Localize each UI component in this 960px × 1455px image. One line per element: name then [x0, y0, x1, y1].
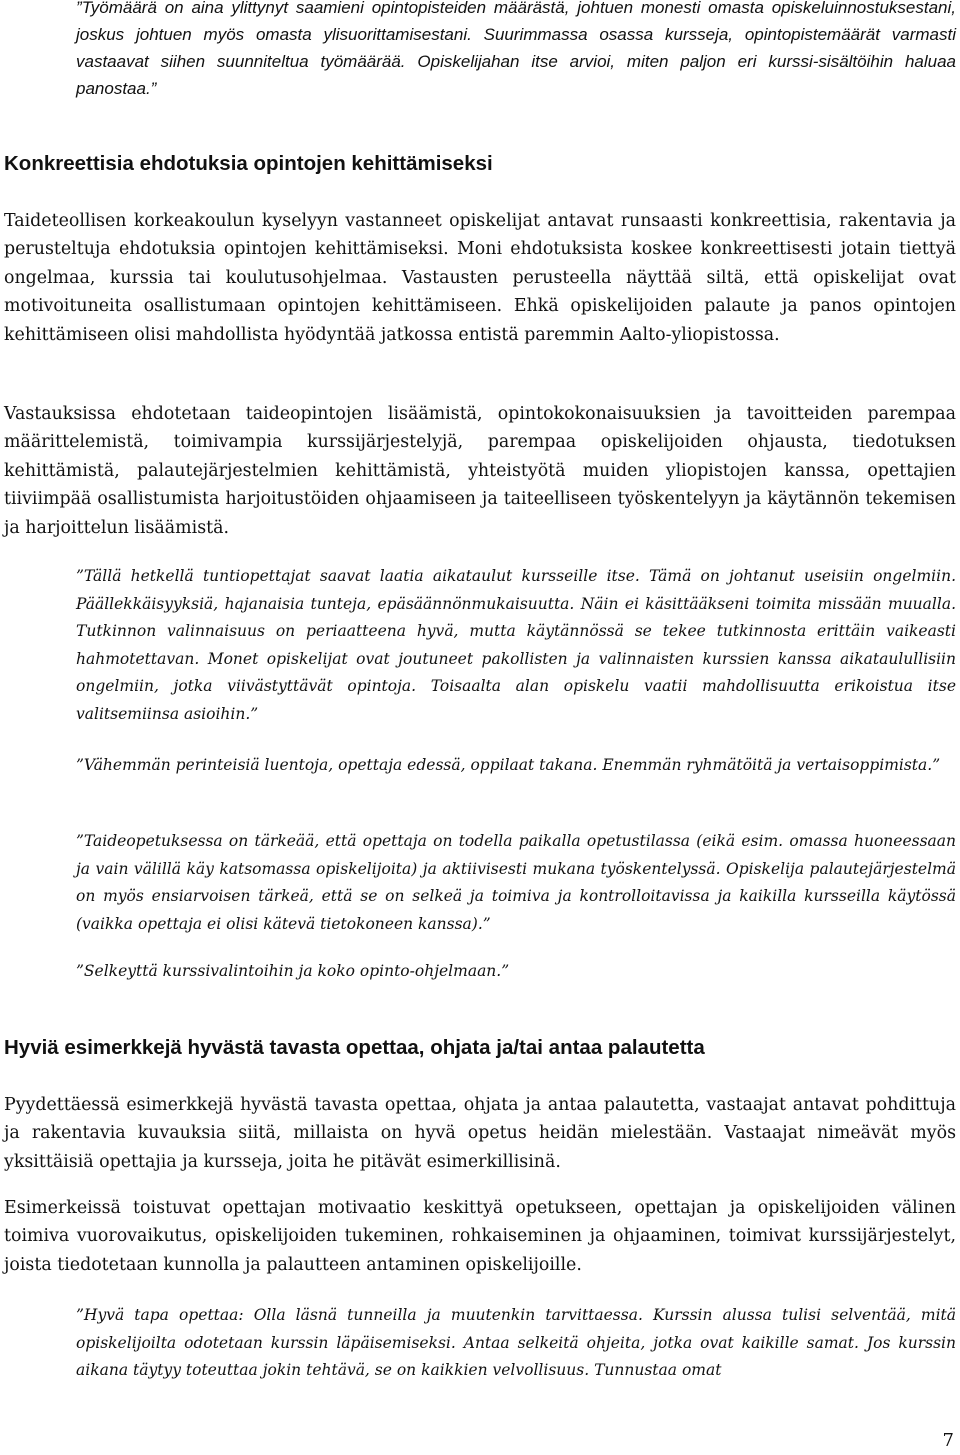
good-examples-paragraph-2: Esimerkeissä toistuvat opettajan motivaatio keskittyä opetukseen, opettajan ja opiskelijoiden välinen toimiva vuorovaikutus, opiskelijoiden tukeminen, rohkaiseminen ja ohjaaminen, toimivat kurssijärjestelyt, joista tiedotetaan kunnolla ja palautteen antaminen opiskelijoille.: [4, 1198, 956, 1275]
suggestions-paragraph-1: Taideteollisen korkeakoulun kyselyyn vastanneet opiskelijat antavat runsaasti konkreettisia, rakentavia ja perusteltuja ehdotuksia opintojen kehittämiseksi. Moni ehdotuksista koskee konkreettisesti jotain tiettyä ongelmaa, kurssia tai koulutusohjelmaa. Vastausten perusteella näyttää siltä, että opiskelijat ovat motivoituneita osallistumaan opintojen kehittämiseen. Ehkä opiskelijoiden palaute ja panos opintojen kehittämiseen olisi mahdollista hyödyntää jatkossa entistä paremmin Aalto-yliopistossa.: [4, 211, 956, 345]
section-heading-good-examples: Hyviä esimerkkejä hyvästä tavasta opettaa, ohjata ja/tai antaa palautetta: [4, 1036, 705, 1059]
good-examples-quote-1: ”Hyvä tapa opettaa: Olla läsnä tunneilla ja muutenkin tarvittaessa. Kurssin alussa tulisi selventää, mitä opiskelijoilta odotetaan kurssin läpäisemiseksi. Antaa selkeitä ohjeita, jotka ovat kaikille samat. Jos kurssin aikana täytyy toteuttaa jokin tehtävä, se on kaikkien velvollisuus. Tunnustaa omat: [76, 1306, 956, 1379]
suggestions-quote-4: ”Selkeyttä kurssivalintoihin ja koko opinto-ohjelmaan.”: [76, 962, 510, 980]
suggestions-paragraph-2: Vastauksissa ehdotetaan taideopintojen lisäämistä, opintokokonaisuuksien ja tavoitteiden parempaa määrittelemistä, toimivampia kurssijärjestelyjä, parempaa opiskelijoiden ohjausta, tiedotuksen kehittämistä, palautejärjestelmien kehittämistä, yhteistyötä muiden yliopistojen kanssa, opettajien tiiviimpää osallistumista harjoitustöiden ohjaamiseen ja taiteelliseen työskentelyyn ja käytännön tekemisen ja harjoittelun lisäämistä.: [4, 404, 956, 538]
good-examples-paragraph-1: Pyydettäessä esimerkkejä hyvästä tavasta opettaa, ohjata ja antaa palautetta, vastaajat antavat pohdittuja ja rakentavia kuvauksia siitä, millaista on hyvä opetus heidän mielestään. Vastaajat nimeävät myös yksittäisiä opettajia ja kursseja, joita he pitävät esimerkillisinä.: [4, 1095, 956, 1172]
page-number: 7: [942, 1430, 954, 1451]
intro-quote: ”Työmäärä on aina ylittynyt saamieni opintopisteiden määrästä, johtuen monesti omasta opiskeluinnostuksestani, joskus johtuen myös omasta ylisuorittamisestani. Suurimmassa osassa kursseja, opintopistemäärät varmasti vastaavat siihen suunniteltua työmäärää. Opiskelijahan itse arvioi, miten paljon eri kurssi-sisältöihin haluaa panostaa.”: [76, 0, 956, 98]
suggestions-quote-3: ”Taideopetuksessa on tärkeää, että opettaja on todella paikalla opetustilassa (eikä esim. omassa huoneessaan ja vain välillä käy katsomassa opiskelijoita) ja aktiivisesti mukana työskentelyssä. Opiskelija palautejärjestelmä on myös ensiarvoisen tärkeä, että se on selkeä ja toimiva ja kontrolloitavissa ja kaikilla kursseilla käytössä (vaikka opettaja ei olisi kätevä tietokoneen kanssa).”: [76, 832, 956, 933]
section-heading-suggestions: Konkreettisia ehdotuksia opintojen kehittämiseksi: [4, 152, 493, 175]
suggestions-quote-1: ”Tällä hetkellä tuntiopettajat saavat laatia aikataulut kursseille itse. Tämä on johtanut useisiin ongelmiin. Päällekkäisyyksiä, hajanaisia tunteja, epäsäännönmukaisuutta. Näin ei käsittääkseni toimita missään muualla. Tutkinnon valinnaisuus on periaatteena hyvä, mutta käytännössä se tekee tutkinnosta erittäin vaikeasti hahmotettavan. Monet opiskelijat ovat joutuneet pakollisten ja valinnaisten kurssien kanssa aikataulullisiin ongelmiin, jotka viivästyttävät opintoja. Toisaalta alan opiskelu vaatii mahdollisuutta erikoistua itse valitsemiinsa asioihin.”: [76, 567, 956, 723]
suggestions-quote-2: ”Vähemmän perinteisiä luentoja, opettaja edessä, oppilaat takana. Enemmän ryhmätöitä ja vertaisoppimista.”: [76, 756, 941, 774]
